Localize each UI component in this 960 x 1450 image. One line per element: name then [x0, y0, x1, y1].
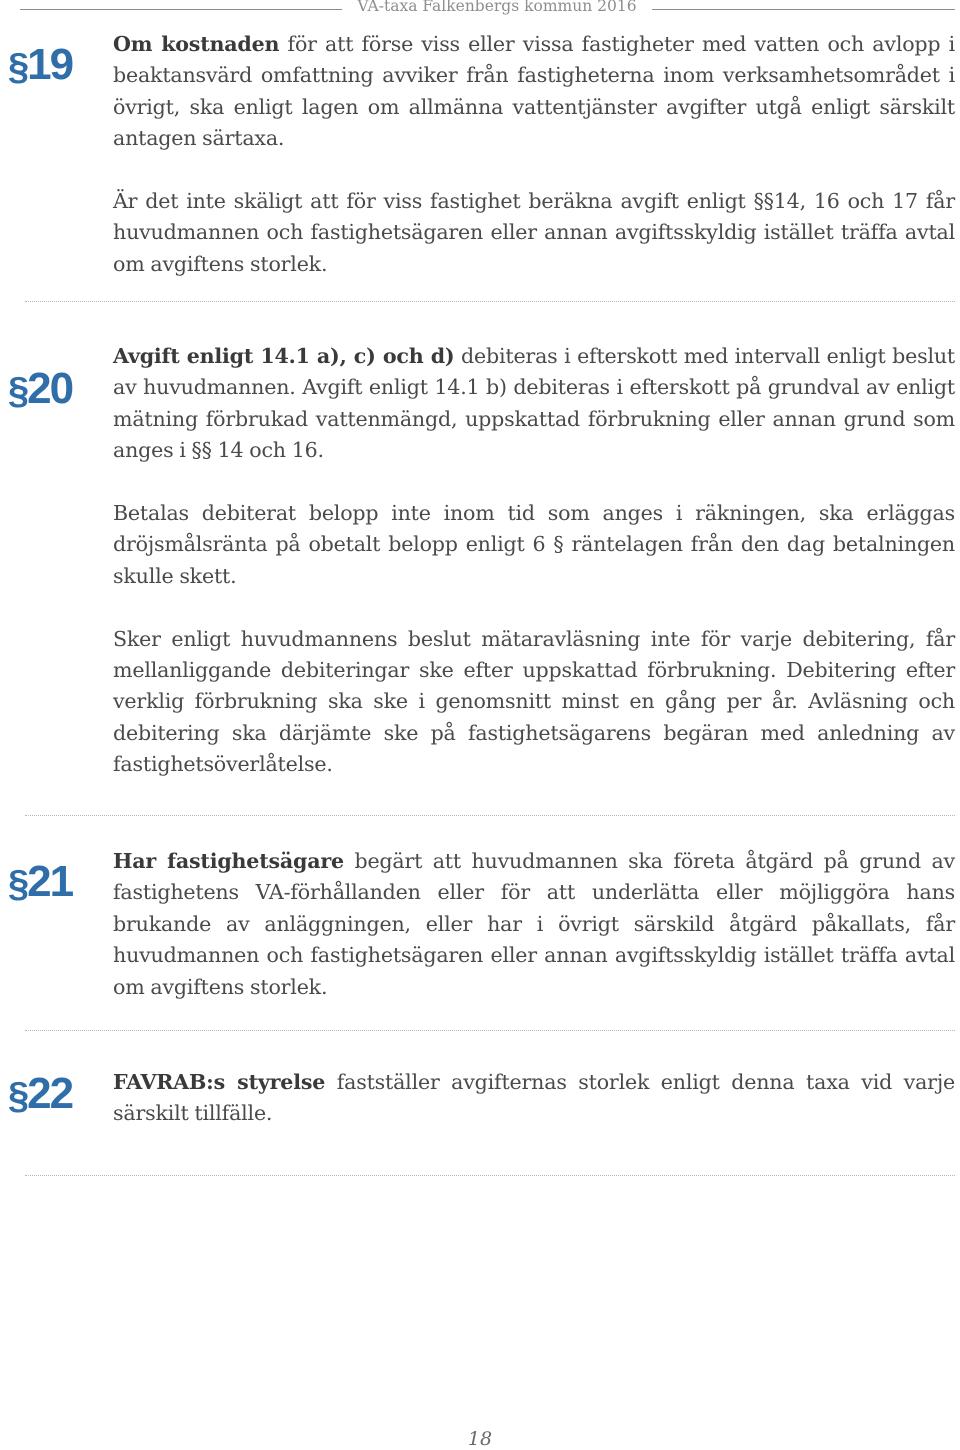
- section-22-paragraph-1: [113, 1067, 955, 1130]
- section-divider: [25, 1175, 955, 1176]
- section-21-paragraph-1: [113, 846, 955, 1003]
- section-number-19: [8, 40, 73, 89]
- section-20-paragraph-2: Betalas debiterat belopp inte inom tid som anges i räkningen, ska erläggas dröjsmålsränta på obetalt belopp enligt 6 § räntelagen från den dag betalningen skulle skett.: [113, 501, 955, 588]
- section-symbol: §: [8, 863, 28, 905]
- page-header: [20, 0, 955, 22]
- section-symbol: §: [8, 370, 28, 412]
- section-19-paragraph-1: [113, 29, 955, 155]
- section-20-paragraph-1: [113, 341, 955, 467]
- section-19-body: [113, 29, 955, 280]
- paragraph-lead: Har fastighetsägare: [113, 849, 344, 873]
- section-number-label: 19: [27, 40, 73, 89]
- page-number: 18: [467, 1428, 493, 1450]
- section-21-body: [113, 846, 955, 1003]
- section-22-body: [113, 1067, 955, 1130]
- section-symbol: §: [8, 1075, 28, 1117]
- section-divider: [25, 301, 955, 302]
- paragraph-text: fastställer avgifternas storlek enligt denna taxa vid varje särskilt tillfälle.: [113, 1070, 955, 1126]
- paragraph-text: för att förse viss eller vissa fastigheter med vatten och avlopp i beaktansvärd omfattning avviker från fastigheterna inom verksamhetsområdet i övrigt, ska enligt lagen om allmänna vattentjänster avgifter utgå enligt särskilt antagen särtaxa.: [113, 32, 955, 151]
- section-divider: [25, 1030, 955, 1031]
- paragraph-text: debiteras i efterskott med intervall enligt beslut av huvudmannen. Avgift enligt 14.1 b) debiteras i efterskott på grundval av enligt mätning förbrukad vattenmängd, uppskattad förbrukning eller annan grund som anges i §§ 14 och 16.: [113, 344, 955, 463]
- section-divider: [25, 815, 955, 816]
- section-number-label: 21: [27, 857, 73, 906]
- header-rule-left: [20, 9, 342, 10]
- section-number-label: 22: [27, 1069, 73, 1118]
- paragraph-text: begärt att huvudmannen ska företa åtgärd på grund av fastighetens VA-förhållanden eller för att underlätta eller möjliggöra hans brukande av anläggningen, eller har i övrigt särskild åtgärd påkallats, får huvudmannen och fastighetsägaren eller annan avgiftsskyldig istället träffa avtal om avgiftens storlek.: [113, 849, 955, 999]
- section-20-paragraph-3: Sker enligt huvudmannens beslut mätaravläsning inte för varje debitering, får mellanliggande debiteringar ske efter uppskattad förbrukning. Debitering efter verklig förbrukning ska ske i genomsnitt minst en gång per år. Avläsning och debitering ska därjämte ske på fastighetsägarens begäran med anledning av fastighetsöverlåtelse.: [113, 626, 955, 777]
- section-symbol: §: [8, 46, 28, 88]
- section-20-body: [113, 341, 955, 781]
- section-number-label: 20: [27, 364, 73, 413]
- paragraph-lead: FAVRAB:s styrelse: [113, 1070, 326, 1094]
- paragraph-lead: Om kostnaden: [113, 32, 280, 56]
- section-number-22: [8, 1069, 73, 1118]
- section-number-21: [8, 857, 73, 906]
- section-19-paragraph-2: Är det inte skäligt att för viss fastighet beräkna avgift enligt §§14, 16 och 17 får huvudmannen och fastighetsägaren eller annan avgiftsskyldig istället träffa avtal om avgiftens storlek.: [113, 189, 955, 276]
- document-title: VA-taxa Falkenbergs kommun 2016: [357, 0, 637, 15]
- section-number-20: [8, 364, 73, 413]
- paragraph-lead: Avgift enligt 14.1 a), c) och d): [113, 344, 455, 368]
- header-rule-right: [652, 9, 955, 10]
